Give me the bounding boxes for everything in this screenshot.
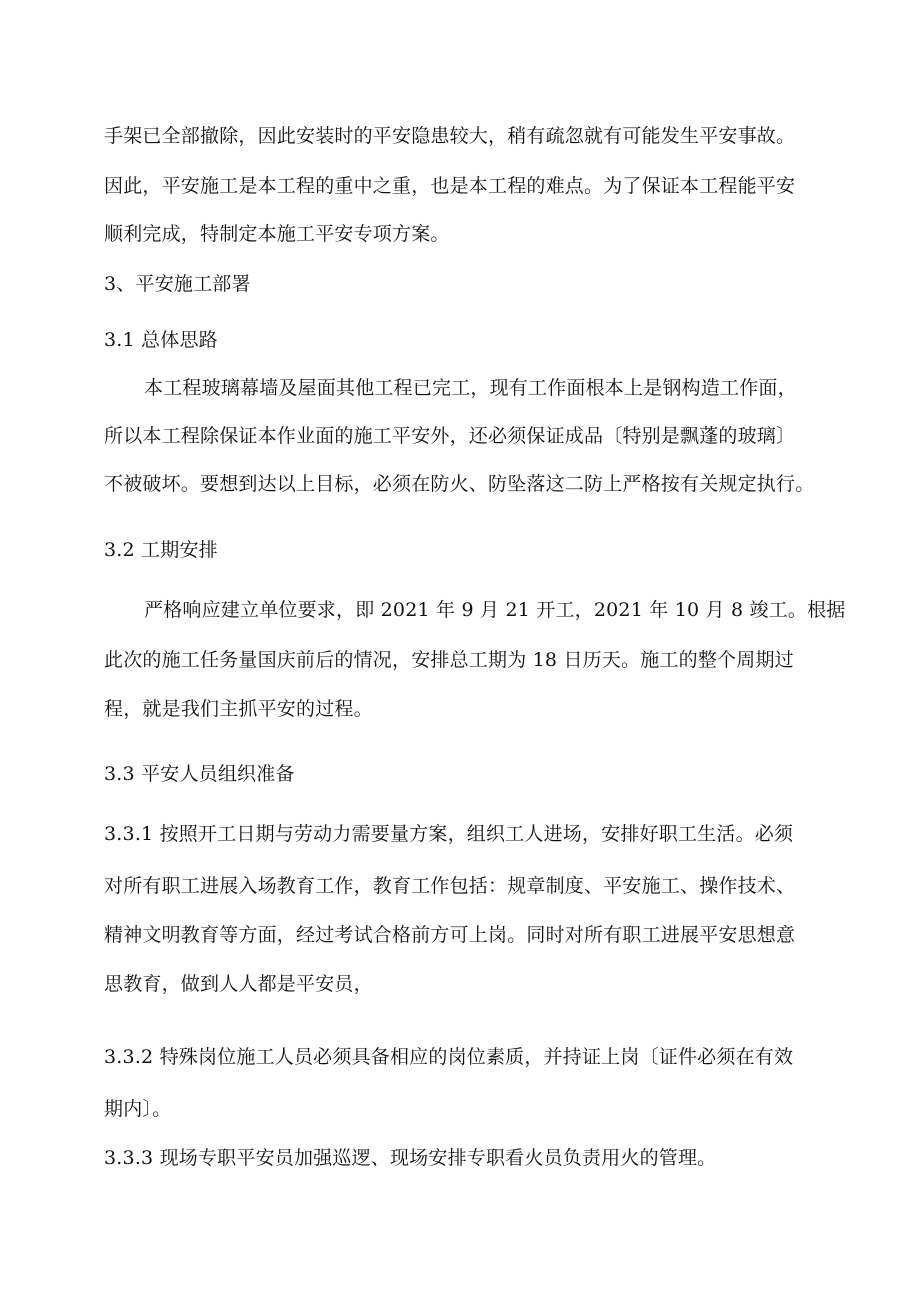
section-3-3-1-line-4: 思教育，做到人人都是平安员， bbox=[104, 973, 373, 995]
section-3-3-heading: 3.3 平安人员组织准备 bbox=[104, 763, 295, 785]
section-3-2-heading: 3.2 工期安排 bbox=[104, 539, 218, 561]
section-3-2-line-2: 此次的施工任务量国庆前后的情况，安排总工期为 18 日历天。施工的整个周期过 bbox=[104, 649, 794, 671]
section-3-3-1-line-3: 精神文明教育等方面，经过考试合格前方可上岗。同时对所有职工进展平安思想意 bbox=[104, 924, 796, 946]
section-3-heading: 3、平安施工部署 bbox=[104, 273, 251, 295]
intro-line-1: 手架已全部撤除，因此安装时的平安隐患较大，稍有疏忽就有可能发生平安事故。 bbox=[104, 125, 796, 147]
intro-line-2: 因此，平安施工是本工程的重中之重，也是本工程的难点。为了保证本工程能平安 bbox=[104, 175, 796, 197]
section-3-3-3-line: 3.3.3 现场专职平安员加强巡逻、现场安排专职看火员负责用火的管理。 bbox=[104, 1147, 717, 1169]
section-3-1-line-2: 所以本工程除保证本作业面的施工平安外，还必须保证成品〔特别是飘蓬的玻璃〕 bbox=[104, 425, 796, 447]
section-3-3-2-line-1: 3.3.2 特殊岗位施工人员必须具备相应的岗位素质，并持证上岗〔证件必须在有效 bbox=[104, 1046, 794, 1068]
section-3-1-line-3: 不被破坏。要想到达以上目标，必须在防火、防坠落这二防上严格按有关规定执行。 bbox=[104, 473, 815, 495]
section-3-1-line-1: 本工程玻璃幕墙及屋面其他工程已完工，现有工作面根本上是钢构造工作面， bbox=[144, 377, 797, 399]
section-3-3-1-line-1: 3.3.1 按照开工日期与劳动力需要量方案，组织工人进场，安排好职工生活。必须 bbox=[104, 823, 794, 845]
intro-line-3: 顺利完成，特制定本施工平安专项方案。 bbox=[104, 223, 450, 245]
section-3-2-line-1: 严格响应建立单位要求，即 2021 年 9 月 21 开工，2021 年 10 月 8 竣工。根据 bbox=[144, 599, 846, 621]
section-3-3-1-line-2: 对所有职工进展入场教育工作，教育工作包括：规章制度、平安施工、操作技术、 bbox=[104, 875, 796, 897]
section-3-1-heading: 3.1 总体思路 bbox=[104, 329, 218, 351]
section-3-3-2-line-2: 期内〕。 bbox=[104, 1098, 172, 1120]
section-3-2-line-3: 程，就是我们主抓平安的过程。 bbox=[104, 698, 373, 720]
